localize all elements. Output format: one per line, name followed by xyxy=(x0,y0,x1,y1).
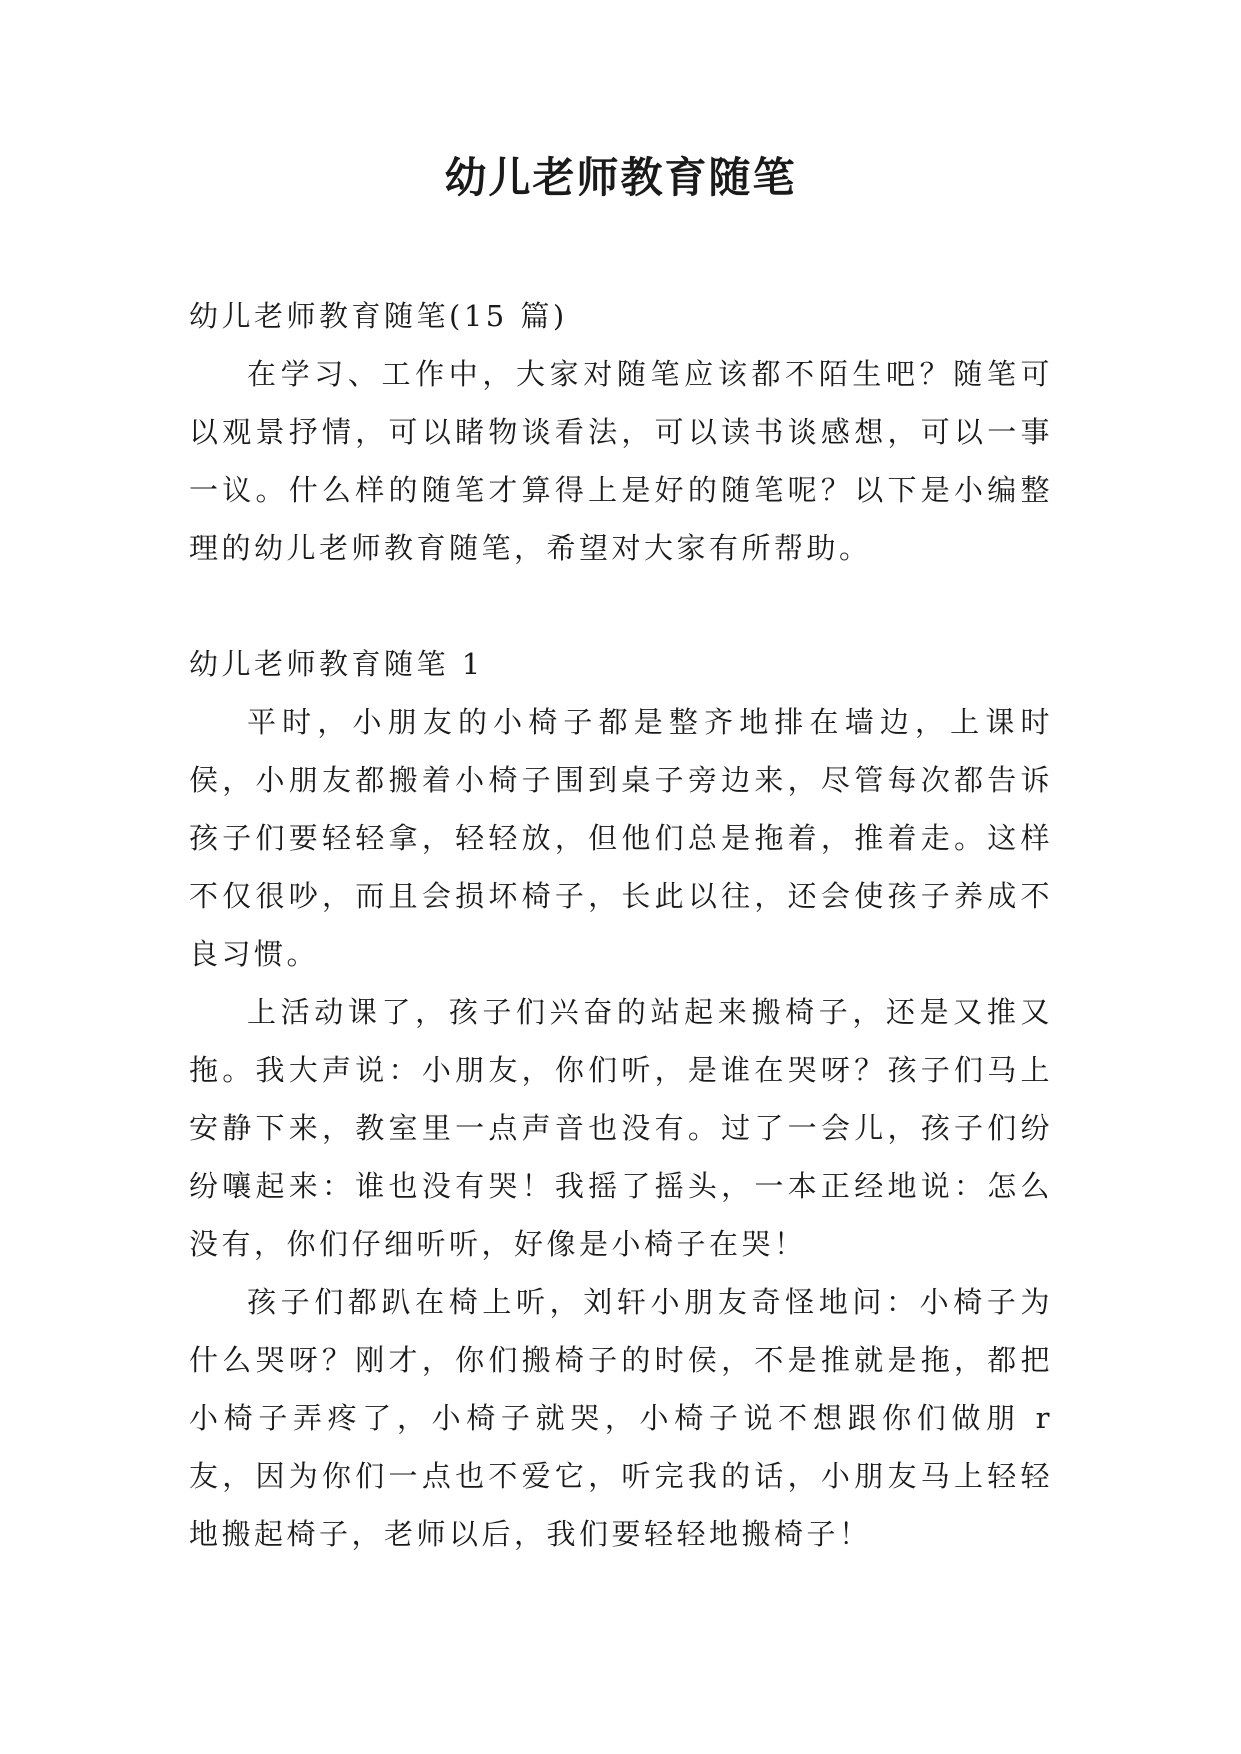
section-1-heading: 幼儿老师教育随笔 1 xyxy=(189,647,484,681)
section-spacer xyxy=(189,577,1053,635)
document-title: 幼儿老师教育随笔 xyxy=(444,153,797,202)
section-1-paragraph: 孩子们都趴在椅上听，刘轩小朋友奇怪地问：小椅子为什么哭呀？刚才，你们搬椅子的时侯，不是推就是拖，都把小椅子弄疼了，小椅子就哭，小椅子说不想跟你们做朋 r 友，因为你们一点也不爱它，听完我的话，小朋友马上轻轻地搬起椅子，老师以后，我们要轻轻地搬椅子！ xyxy=(189,1285,1053,1551)
collection-heading: 幼儿老师教育随笔(15 篇) xyxy=(189,299,568,333)
section-1-paragraph: 上活动课了，孩子们兴奋的站起来搬椅子，还是又推又拖。我大声说：小朋友，你们听，是谁在哭呀？孩子们马上安静下来，教室里一点声音也没有。过了一会儿，孩子们纷纷嚷起来：谁也没有哭！我摇了摇头，一本正经地说：怎么没有，你们仔细听听，好像是小椅子在哭！ xyxy=(189,995,1053,1261)
intro-paragraph: 在学习、工作中，大家对随笔应该都不陌生吧？随笔可以观景抒情，可以睹物谈看法，可以读书谈感想，可以一事一议。什么样的随笔才算得上是好的随笔呢？以下是小编整理的幼儿老师教育随笔，希望对大家有所帮助。 xyxy=(189,357,1053,565)
section-1-paragraph: 平时，小朋友的小椅子都是整齐地排在墙边，上课时侯，小朋友都搬着小椅子围到桌子旁边来，尽管每次都告诉孩子们要轻轻拿，轻轻放，但他们总是拖着，推着走。这样不仅很吵，而且会损坏椅子，长此以往，还会使孩子养成不良习惯。 xyxy=(189,705,1053,971)
document-body xyxy=(189,287,1053,1563)
